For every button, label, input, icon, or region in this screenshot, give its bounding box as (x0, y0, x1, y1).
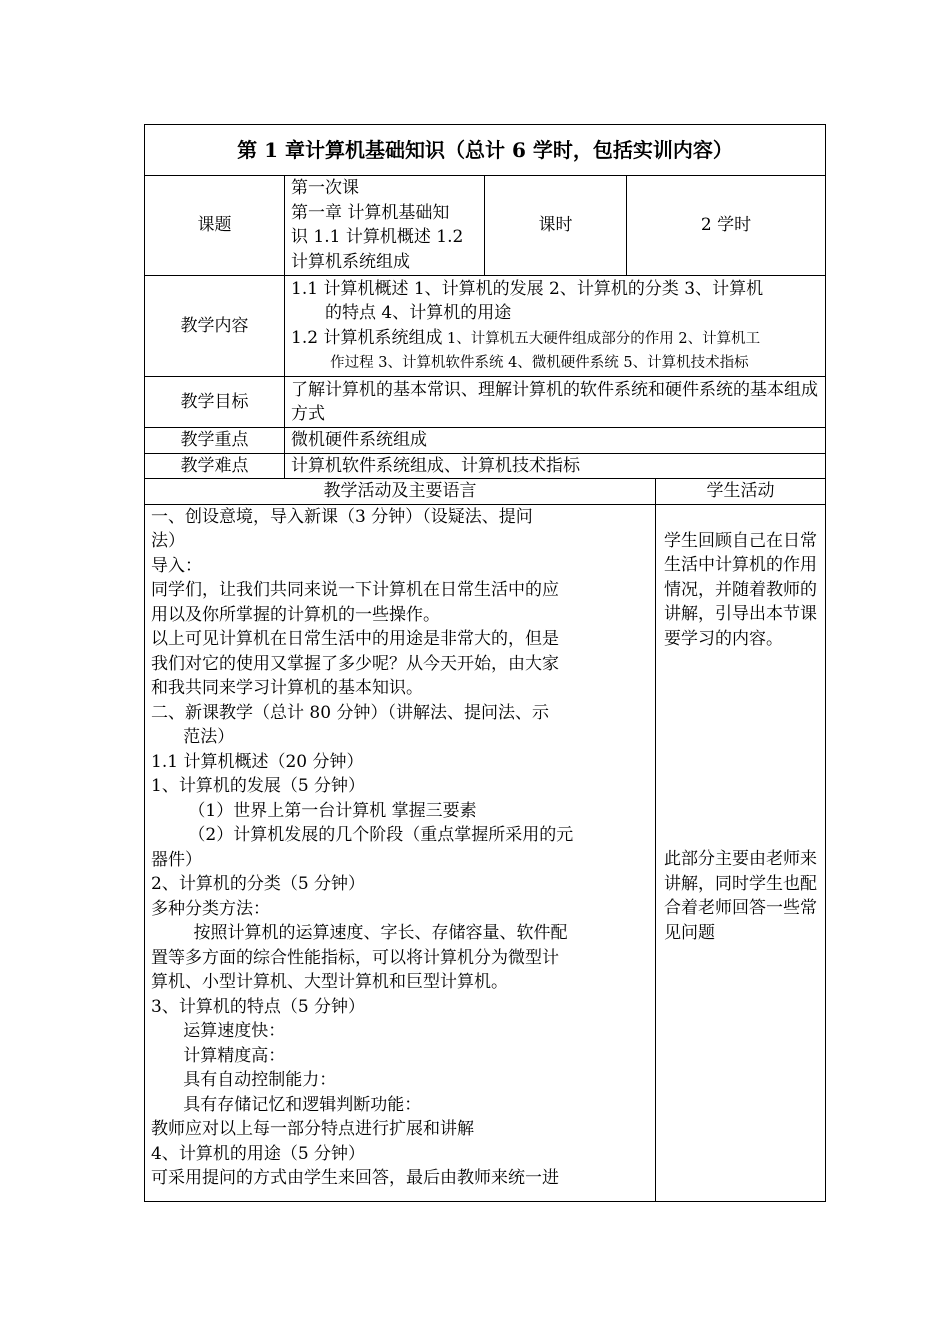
content-line-small: 1、计算机五大硬件组成部分的作用 2、计算机工 (442, 330, 761, 347)
student-line: 此部分主要由老师来 (664, 849, 817, 869)
student-line: 讲解，同时学生也配 (664, 873, 817, 894)
content-line (291, 326, 819, 352)
activity-line: 我们对它的使用又掌握了多少呢？从今天开始，由大家 (151, 653, 559, 674)
topic-value (285, 176, 485, 276)
activity-line: 算机、小型计算机、大型计算机和巨型计算机。 (151, 972, 508, 992)
student-activity-cell (656, 504, 826, 1201)
activity-line: 3、计算机的特点（5 分钟） (151, 996, 366, 1017)
activity-line: 4、计算机的用途（5 分钟） (151, 1143, 366, 1164)
activity-line: 二、新课教学（总计 80 分钟）（讲解法、提问法、示 (151, 702, 549, 723)
title-row (145, 125, 826, 176)
activity-line: 同学们，让我们共同来说一下计算机在日常生活中的应 (151, 580, 559, 600)
activity-line: 具有自动控制能力： (183, 1070, 337, 1090)
content-line: 1.1 计算机概述 1、计算机的发展 2、计算机的分类 3、计算机 (291, 278, 764, 299)
activity-line: 和我共同来学习计算机的基本知识。 (151, 678, 423, 698)
goal-value: 了解计算机的基本常识、理解计算机的软件系统和硬件系统的基本组成方式 (285, 377, 826, 428)
goal-label: 教学目标 (145, 377, 285, 428)
key-point-label: 教学重点 (145, 428, 285, 454)
student-line: 情况，并随着教师的 (664, 579, 817, 600)
activity-line: 运算速度快： (183, 1021, 286, 1041)
activities-row (145, 504, 826, 1201)
student-line: 要学习的内容。 (664, 628, 783, 649)
content-line: 的特点 4、计算机的用途 (325, 303, 512, 323)
topic-row (145, 176, 826, 276)
teacher-activity-cell (145, 504, 656, 1201)
activity-line: 2、计算机的分类（5 分钟） (151, 874, 366, 894)
student-line: 学生回顾自己在日常 (664, 530, 817, 551)
activities-header-row (145, 479, 826, 505)
key-point-row (145, 428, 826, 454)
activity-line: （2）计算机发展的几个阶段（重点掌握所采用的元 (188, 825, 574, 845)
topic-line: 第一章 计算机基础知 (291, 202, 450, 223)
teacher-activity-header: 教学活动及主要语言 (145, 479, 656, 505)
lesson-plan-table (144, 124, 826, 1202)
activity-line: 用以及你所掌握的计算机的一些操作。 (151, 604, 440, 625)
activity-line: 导入： (151, 555, 202, 576)
difficulty-value: 计算机软件系统组成、计算机技术指标 (285, 453, 826, 479)
content-line-main: 1.2 计算机系统组成 (291, 327, 443, 348)
topic-label: 课题 (145, 176, 285, 276)
activity-line: 可采用提问的方式由学生来回答，最后由教师来统一进 (151, 1168, 559, 1188)
content-line: 作过程 3、计算机软件系统 4、微机硬件系统 5、计算机技术指标 (330, 355, 749, 371)
activity-line: 多种分类方法： (151, 898, 270, 919)
student-line: 合着老师回答一些常 (664, 898, 817, 918)
student-activity-header: 学生活动 (656, 479, 826, 505)
content-row (145, 276, 826, 377)
hours-value: 2 学时 (627, 176, 826, 276)
activity-line: 教师应对以上每一部分特点进行扩展和讲解 (151, 1119, 474, 1139)
activity-line: 器件） (151, 849, 202, 870)
lesson-plan-document (144, 124, 825, 1202)
activity-line: 计算精度高： (183, 1045, 286, 1066)
activity-line: 1、计算机的发展（5 分钟） (151, 776, 366, 796)
activity-line: 按照计算机的运算速度、字长、存储容量、软件配 (193, 923, 568, 943)
topic-line: 计算机系统组成 (291, 251, 410, 272)
activity-line: 范法） (183, 727, 235, 747)
content-value (285, 276, 826, 377)
activity-line: 一、创设意境，导入新课（3 分钟）（设疑法、提问 (151, 506, 533, 527)
activity-line: （1）世界上第一台计算机 掌握三要素 (188, 800, 477, 821)
goal-row (145, 377, 826, 428)
key-point-value: 微机硬件系统组成 (285, 428, 826, 454)
teacher-activity-text (145, 505, 655, 1201)
content-label: 教学内容 (145, 276, 285, 377)
student-line: 见问题 (664, 922, 715, 943)
activity-line: 1.1 计算机概述（20 分钟） (151, 751, 364, 772)
activity-line: 置等多方面的综合性能指标，可以将计算机分为微型计 (151, 947, 559, 968)
activity-line: 以上可见计算机在日常生活中的用途是非常大的，但是 (151, 629, 559, 649)
hours-label: 课时 (485, 176, 627, 276)
topic-line: 识 1.1 计算机概述 1.2 (291, 227, 464, 247)
topic-line: 第一次课 (291, 178, 359, 198)
difficulty-row (145, 453, 826, 479)
page-title: 第 1 章计算机基础知识（总计 6 学时，包括实训内容） (145, 125, 826, 176)
student-line: 生活中计算机的作用 (664, 555, 817, 575)
student-line: 讲解，引导出本节课 (664, 604, 817, 624)
activity-line: 法） (151, 531, 185, 551)
difficulty-label: 教学难点 (145, 453, 285, 479)
activity-line: 具有存储记忆和逻辑判断功能： (183, 1094, 422, 1115)
